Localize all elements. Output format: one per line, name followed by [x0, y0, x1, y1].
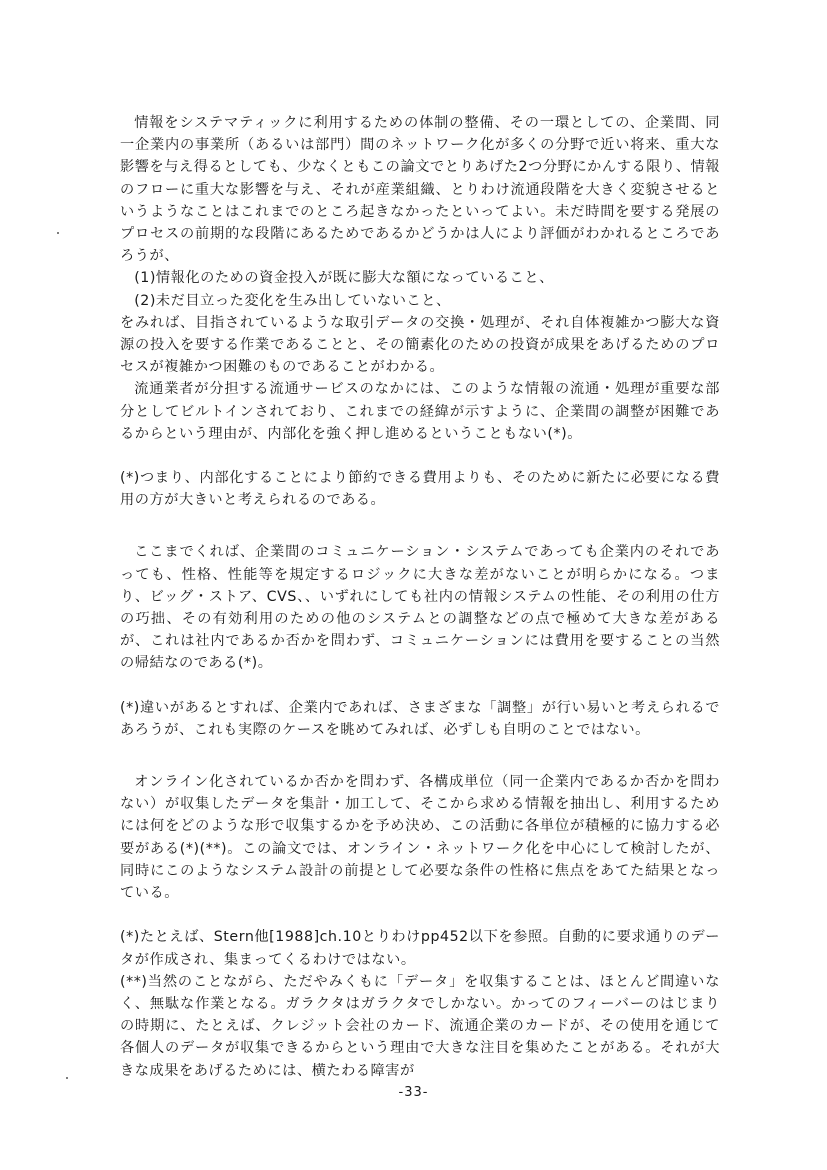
paragraph-online: オンライン化されているか否かを問わず、各構成単位（同一企業内であるか否かを問わない）が収集したデータを集計・加工して、そこから求める情報を抽出し、利用するためには何をどのような形で収集するかを予め決め、この活動に各単位が積極的に協力する必要がある(*)(**)。この論文では、オンライン・ネットワーク化を中心にして検討したが、同時にこのようなシステム設計の前提として必要な条件の性格に焦点をあてた結果となっている。	[120, 774, 720, 902]
body-text	[120, 112, 720, 1082]
page-number: -33-	[398, 1085, 429, 1100]
footnote-internalization: (*)つまり、内部化することにより節約できる費用よりも、そのために新たに必要になる費用の方が大きいと考えられるのである。	[120, 470, 720, 509]
paragraph-intro: 情報をシステマティックに利用するための体制の整備、その一環としての、企業間、同一企業内の事業所（あるいは部門）間のネットワーク化が多くの分野で近い将来、重大な影響を与え得るとしても、少なくともこの論文でとりあげた2つ分野にかんする限り、情報のフローに重大な影響を与え、それが産業組織、とりわけ流通段階を大きく変貌させるというようなことはこれまでのところ起きなかったといってよい。未だ時間を要する発展のプロセスの前期的な段階にあるためであるかどうかは人により評価がわかれるところであろうが、	[120, 115, 720, 265]
footnote-difference: (*)違いがあるとすれば、企業内であれば、さまざまな「調整」が行い易いと考えられるであろうが、これも実際のケースを眺めてみれば、必ずしも自明のことではない。	[120, 699, 720, 738]
paragraph-communication: ここまでくれば、企業間のコミュニケーション・システムであっても企業内のそれであっても、性格、性能等を規定するロジックに大きな差がないことが明らかになる。つまり、ビッグ・ストア、CVS、、いずれにしても社内の情報システムの性能、その利用の仕方の巧拙、その有効利用のための他のシステムとの調整などの点で極めて大きな差があるが、これは社内であるか否かを問わず、コミュニケーションには費用を要することの当然の帰結なのである(*)。	[120, 544, 720, 672]
paragraph-conclusion: をみれば、目指されているような取引データの交換・処理が、それ自体複雑かつ膨大な資源の投入を要する作業であることと、その簡素化のための投資が成果をあげるためのプロセスが複雑かつ困難のものであることがわかる。	[120, 314, 720, 376]
footnote-stern: (*)たとえば、Stern他[1988]ch.10とりわけpp452以下を参照。自動的に要求通りのデータが作成され、集まってくるわけではない。	[120, 929, 720, 968]
list-item-2: (2)未だ目立った変化を生み出していないこと、	[134, 292, 451, 309]
list-item-1: (1)情報化のための資金投入が既に膨大な額になっていること、	[134, 270, 554, 287]
scan-speck	[57, 232, 59, 234]
scan-speck	[66, 1077, 68, 1079]
footnote-data-collection: (**)当然のことながら、ただやみくもに「データ」を収集することは、ほとんど間違いなく、無駄な作業となる。ガラクタはガラクタでしかない。かってのフィーバーのはじまりの時期に、たとえば、クレジット会社のカード、流通企業のカードが、その使用を通じて各個人のデータが収集できるからという理由で大きな注目を集めたことがある。それが大きな成果をあげるためには、横たわる障害が	[120, 973, 720, 1079]
paragraph-distribution: 流通業者が分担する流通サービスのなかには、このような情報の流通・処理が重要な部分としてビルトインされており、これまでの経緯が示すように、企業間の調整が困難であるからという理由が、内部化を強く押し進めるということもない(*)。	[120, 381, 720, 442]
